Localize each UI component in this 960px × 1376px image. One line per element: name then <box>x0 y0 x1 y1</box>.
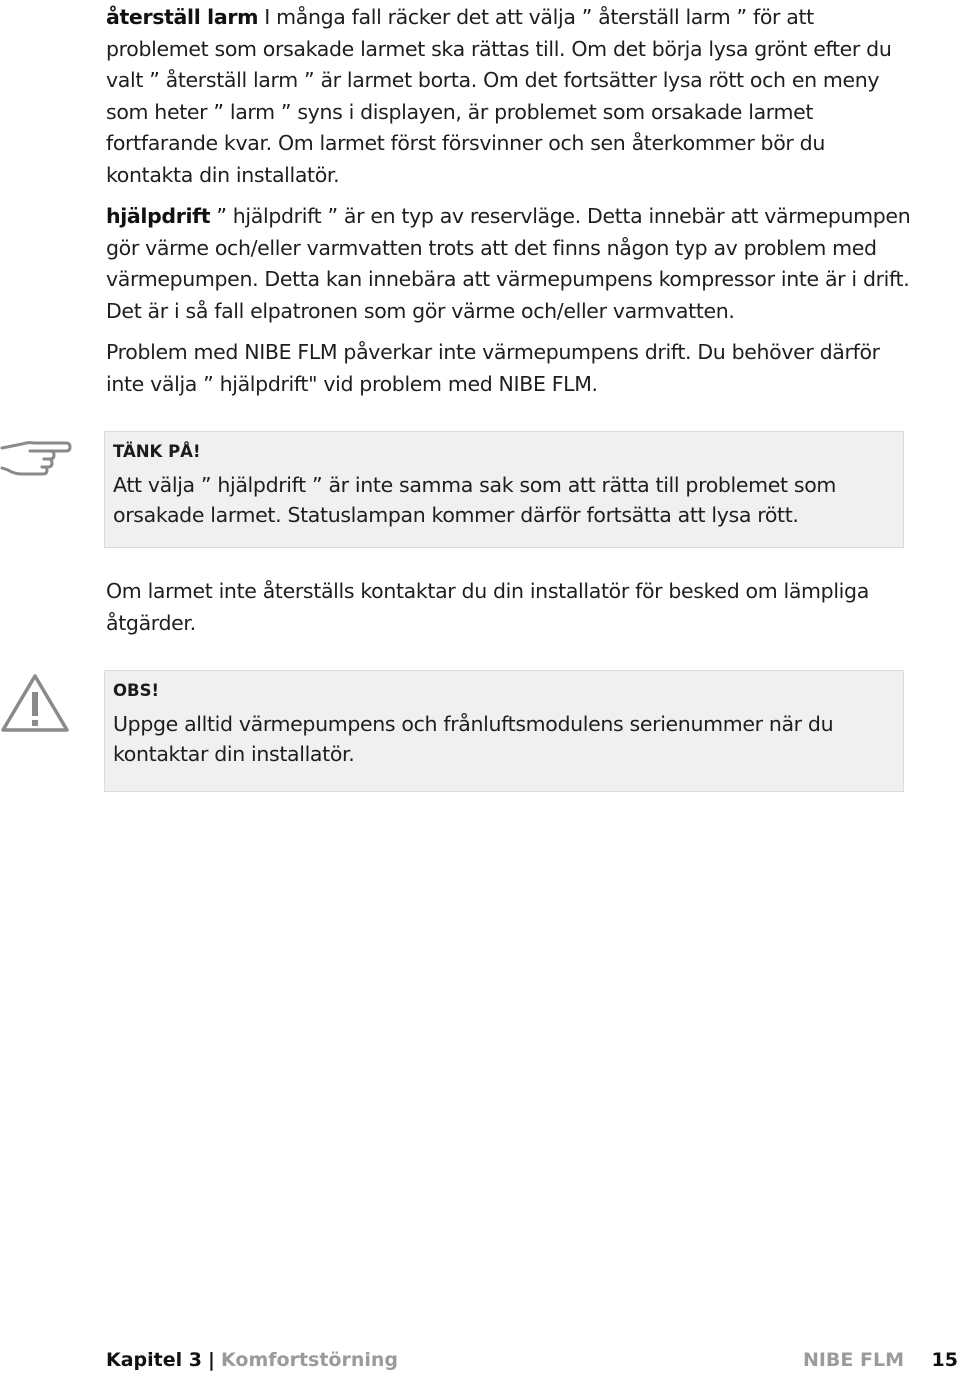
warning-text: Uppge alltid värmepumpens och frånluftsmodulens serienummer när du kontaktar din installatör. <box>113 712 834 766</box>
paragraph-aterstall-larm <box>106 2 912 191</box>
warning-box <box>104 670 904 792</box>
paragraph-nibe-flm <box>106 337 912 400</box>
footer-chapter: Kapitel 3 <box>106 1349 202 1371</box>
footer-product: NIBE FLM <box>802 1349 904 1371</box>
term-hjalpdrift: hjälpdrift <box>106 204 211 228</box>
warning-triangle-icon <box>0 672 70 738</box>
page-footer <box>106 1348 960 1372</box>
page-number: 15 <box>931 1349 958 1371</box>
after-tip-section <box>106 576 912 639</box>
paragraph-hjalpdrift <box>106 201 912 327</box>
main-text <box>106 2 912 400</box>
warning-title: OBS! <box>113 681 160 700</box>
footer-separator: | <box>208 1349 215 1371</box>
paragraph-aterstall-larm-text: I många fall räcker det att välja ” återställ larm ” för att problemet som orsakade larmet ska rättas till. Om det börja lysa grönt efter du valt ” återställ larm ” är larmet borta. Om det fortsätter lysa rött och en meny som heter ” larm ” syns i displayen, är problemet som orsakade larmet fortfarande kvar. Om larmet först försvinner och sen återkommer bör du kontakta din installatör. <box>106 5 892 187</box>
pointing-hand-icon <box>0 430 72 482</box>
footer-chapter-info <box>106 1348 398 1372</box>
term-aterstall-larm: återställ larm <box>106 5 259 29</box>
paragraph-hjalpdrift-text: ” hjälpdrift ” är en typ av reservläge. Detta innebär att värmepumpen gör värme och/eller varmvatten trots att det finns någon typ av problem med värmepumpen. Detta kan innebära att värmepumpens kompressor inte är i drift. Det är i så fall elpatronen som gör värme och/eller varmvatten. <box>106 204 911 323</box>
footer-section: Komfortstörning <box>221 1349 399 1371</box>
tip-box <box>104 431 904 548</box>
tip-text: Att välja ” hjälpdrift ” är inte samma sak som att rätta till problemet som orsakade larmet. Statuslampan kommer därför fortsätta att lysa rött. <box>113 473 837 527</box>
tip-title: TÄNK PÅ! <box>113 442 201 461</box>
paragraph-nibe-flm-text: Problem med NIBE FLM påverkar inte värmepumpens drift. Du behöver därför inte välja ” hjälpdrift" vid problem med NIBE FLM. <box>106 340 880 396</box>
paragraph-contact-installer: Om larmet inte återställs kontaktar du din installatör för besked om lämpliga åtgärder. <box>106 579 869 635</box>
